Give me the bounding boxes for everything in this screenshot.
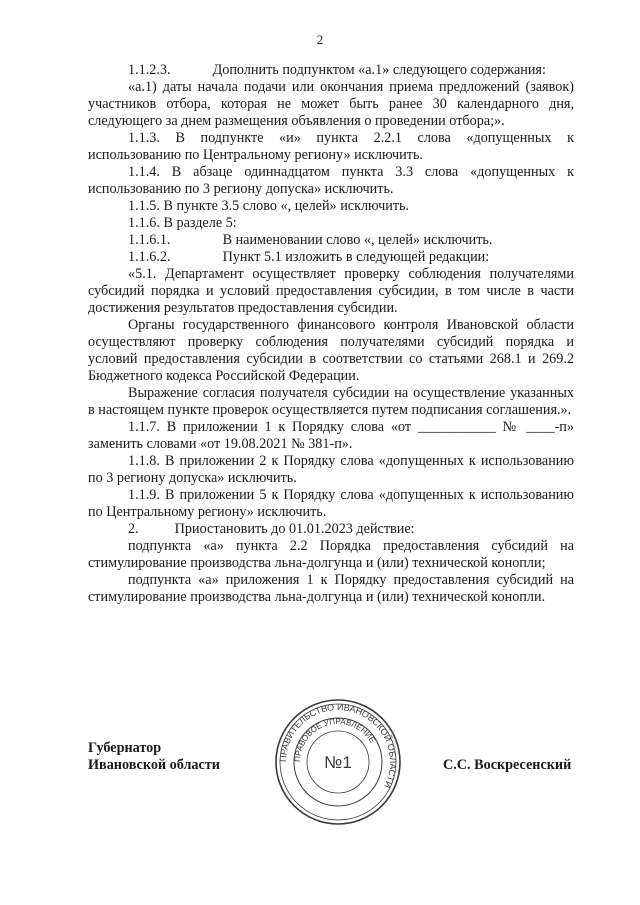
signatory-name: С.С. Воскресенский [443, 757, 572, 773]
paragraph-1-1-6-2 [88, 249, 574, 266]
paragraph-1-1-6: 1.1.6. В разделе 5: [128, 215, 237, 231]
paragraph-1-1-8: 1.1.8. В приложении 2 к Порядку слова «допущенных к использованию по 3 региону допуска» исключить. [88, 453, 574, 486]
document-body [88, 62, 574, 606]
position-line-2: Ивановской области [88, 757, 220, 773]
paragraph-1-1-2-3 [88, 62, 574, 79]
paragraph-1-1-7: 1.1.7. В приложении 1 к Порядку слова «от ___________ № ____-п» заменить словами «от 19.08.2021 № 381-п». [88, 419, 574, 452]
paragraph-1-1-4: 1.1.4. В абзаце одиннадцатом пункта 3.3 слова «допущенных к использованию по 3 региону допуска» исключить. [88, 164, 574, 197]
seal-number: №1 [324, 753, 352, 772]
signatory-position [88, 740, 220, 774]
paragraph-text: Приостановить до 01.01.2023 действие: [174, 521, 415, 537]
item-number: 2. [128, 521, 139, 537]
seal-inner-text: ПРАВОВОЕ УПРАВЛЕНИЕ [292, 716, 378, 763]
paragraph-1-1-6-1 [88, 232, 574, 249]
item-number: 1.1.2.3. [128, 62, 171, 78]
item-number: 1.1.6.1. [128, 232, 171, 248]
paragraph-text: В наименовании слово «, целей» исключить. [222, 232, 493, 248]
position-line-1: Губернатор [88, 740, 162, 756]
official-seal [273, 697, 403, 827]
paragraph-suspend-a: подпункта «а» пункта 2.2 Порядка предоставления субсидий на стимулирование производства льна-долгунца и (или) технической конопли; [88, 538, 574, 571]
paragraph-text: Пункт 5.1 изложить в следующей редакции: [222, 249, 490, 265]
seal-ring-text: ПРАВИТЕЛЬСТВО ИВАНОВСКОЙ ОБЛАСТИ [277, 701, 399, 790]
paragraph-consent: Выражение согласия получателя субсидии на осуществление указанных в настоящем пункте проверок осуществляется путем подписания соглашения.». [88, 385, 574, 418]
paragraph-1-1-5: 1.1.5. В пункте 3.5 слово «, целей» исключить. [128, 198, 410, 214]
paragraph-1-1-9: 1.1.9. В приложении 5 к Порядку слова «допущенных к использованию по Центральному региону» исключить. [88, 487, 574, 520]
paragraph-1-1-3: 1.1.3. В подпункте «и» пункта 2.2.1 слова «допущенных к использованию по Центральному региону» исключить. [88, 130, 574, 163]
item-number: 1.1.6.2. [128, 249, 171, 265]
paragraph-control-bodies: Органы государственного финансового контроля Ивановской области осуществляют проверку соблюдения получателями субсидий порядка и условий предоставления субсидии в соответствии со статьями 268.1 и 269.2 Бюджетного кодекса Российской Федерации. [88, 317, 574, 384]
paragraph-a1: «а.1) даты начала подачи или окончания приема предложений (заявок) участников отбора, которая не может быть ранее 30 календарного дня, следующего за днем размещения объявления о проведении отбора;». [88, 79, 574, 129]
paragraph-2 [88, 521, 574, 538]
paragraph-text: Дополнить подпунктом «а.1» следующего содержания: [212, 62, 546, 78]
paragraph-suspend-annex: подпункта «а» приложения 1 к Порядку предоставления субсидий на стимулирование производства льна-долгунца и (или) технической конопли. [88, 572, 574, 605]
paragraph-5-1: «5.1. Департамент осуществляет проверку соблюдения получателями субсидий порядка и условий предоставления субсидии, в том числе в части достижения результатов предоставления субсидии. [88, 266, 574, 316]
page-number: 2 [316, 32, 324, 47]
